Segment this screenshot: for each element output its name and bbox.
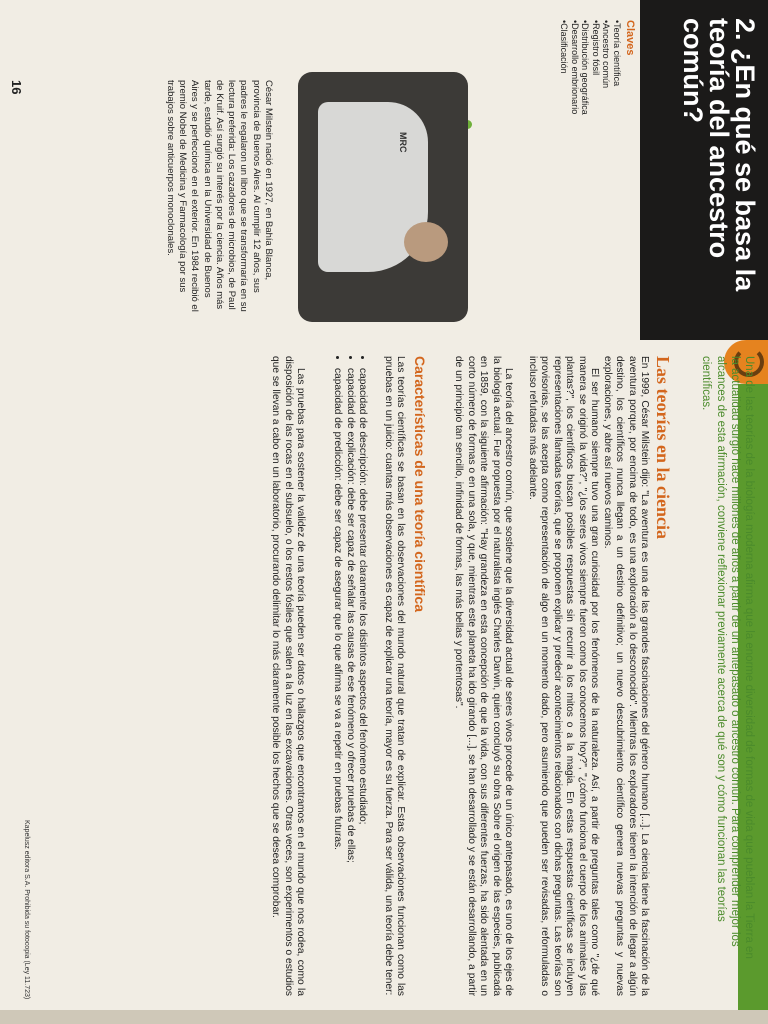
claves-list bbox=[559, 20, 622, 240]
capabilities-list bbox=[331, 356, 368, 1008]
body-paragraph: Las pruebas para sostener la validez de una teoría pueden ser datos o hallazgos que encontramos en el mundo que nos rodea, como la disposición de las rocas en el subsuelo, o los restos fósiles que salen a la luz en las excavaciones. Otras veces, son experimentos o estudios que se llevan a cabo en un laboratorio, procurando delimitar lo más claramente posible los hechos que se desea comprobar. bbox=[270, 356, 306, 996]
claves-heading: Claves bbox=[624, 20, 636, 56]
photo-caption: César Milstein nació en 1927, en Bahía Blanca, provincia de Buenos Aires. Al cumplir 12 años, sus padres le regalaron un libro que se transformaría en su lectura preferida: Los cazadores de microbios, de Paul de Kruif. Así surgió su interés por la ciencia. Años más tarde, estudió química en la Universidad de Buenos Aires y se perfeccionó en el exterior. En 1984 recibió el premio Nobel de Medicina y Farmacología por sus trabajos sobre anticuerpos monoclonales. bbox=[164, 80, 274, 312]
claves-box bbox=[516, 20, 636, 240]
copyright-note: Kapelusz editora S.A. Prohibida su fotocopia (Ley 11.723) bbox=[23, 820, 30, 1000]
body-paragraph: El ser humano siempre tuvo una gran curiosidad por los fenómenos de la naturaleza. Así, a partir de preguntas tales como "¿de qué manera se originó la vida?", "¿los seres vivos siempre fueron como los conocemos hoy?", "¿cómo funciona el cuerpo de los animales y las plantas?", los científicos buscan posibles respuestas sin recurrir a los mitos o a la magia. En estas respuestas científicas se incluyen representaciones llamadas teorías, que se proponen explicar y predecir acontecimientos relacionados con dichas preguntas. Las teorías son provisorias, se las acepta como representación de algo en un momento dado, pero asumiendo que pueden ser revisadas, reformuladas o incluso refutadas más adelante. bbox=[526, 356, 600, 996]
body-paragraph: Las teorías científicas se basan en las observaciones del mundo natural que tratan de explicar. Estas observaciones funcionan como las pruebas en un juicio: cuantas más observaciones es capaz de explicar una teoría, mayor es su fuerza. Para ser válida, una teoría debe tener: bbox=[382, 356, 406, 996]
body-paragraph: La teoría del ancestro común, que sostiene que la diversidad actual de seres vivos procede de un único antepasado, es uno de los ejes de la biología actual. Fue propuesta por el naturalista inglés Charles Darwin, quien concluyó su obra Sobre el origen de las especies, publicada en 1859, con la siguiente afirmación: "Hay grandeza en esta concepción de que la vida, con sus diferentes fuerzas, ha sido alentada en un corto número de formas o en una sola, y que, mientras este planeta ha ido girando [...], se han desarrollado y se están desarrollando, a partir de un principio tan sencillo, infinidad de formas, las más bellas y portentosas". bbox=[453, 356, 514, 996]
body-paragraph: En 1999, César Milstein dijo: "La aventura es una de las grandes fascinaciones del género humano [...]. La ciencia tiene la fascinación de la aventura porque, por encima de todo, es una exploración a lo desconocido". Mientras los exploradores tienen la intención de llegar a algún destino, los científicos nunca llegan a un destino definitivo; un nuevo descubrimiento científico genera nuevas preguntas y nuevas exploraciones, y abre así nuevos caminos. bbox=[601, 356, 650, 996]
claves-item: • Desarrollo embrionario bbox=[570, 20, 581, 240]
scientist-photo bbox=[298, 72, 468, 322]
claves-item: • Registro fósil bbox=[591, 20, 602, 240]
coat-badge: MRC bbox=[398, 132, 408, 153]
head-shape bbox=[404, 222, 448, 262]
intro-paragraph: Una de las teorías de la biología moderna afirma que la enorme diversidad de formas de vida que pueblan la Tierra en la actualidad surgió hace millones de años a partir de un antepasado o ancestro común. Para comprender mejor los alcances de esta afirmación, conviene reflexionar previamente acerca de qué son y cómo funcionan las teorías científicas. bbox=[700, 356, 755, 959]
capability-item: • capacidad de predicción: debe ser capaz de asegurar que lo que afirma se va a repetir en pruebas futuras. bbox=[331, 368, 343, 1008]
section-heading-theories: Las teorías en la ciencia bbox=[653, 356, 673, 539]
title-band bbox=[640, 0, 768, 340]
capability-item: • capacidad de descripción: debe presentar claramente los distintos aspectos del fenómeno estudiado; bbox=[356, 368, 368, 1008]
page-title: 2. ¿En qué se basa la teoría del ancestro común? bbox=[678, 18, 760, 292]
claves-item: • Clasificación bbox=[559, 20, 570, 240]
page-edge bbox=[0, 1010, 768, 1024]
section-heading-characteristics: Características de una teoría científica bbox=[412, 356, 428, 612]
page-number: 16 bbox=[9, 80, 24, 95]
claves-item: • Distribución geográfica bbox=[580, 20, 591, 240]
capability-item: • capacidad de explicación: debe ser capaz de señalar las causas de ese fenómeno y ofrecer pruebas de ellas; bbox=[343, 368, 355, 1008]
claves-item: • Teoría científica bbox=[612, 20, 623, 240]
claves-item: • Ancestro común bbox=[601, 20, 612, 240]
